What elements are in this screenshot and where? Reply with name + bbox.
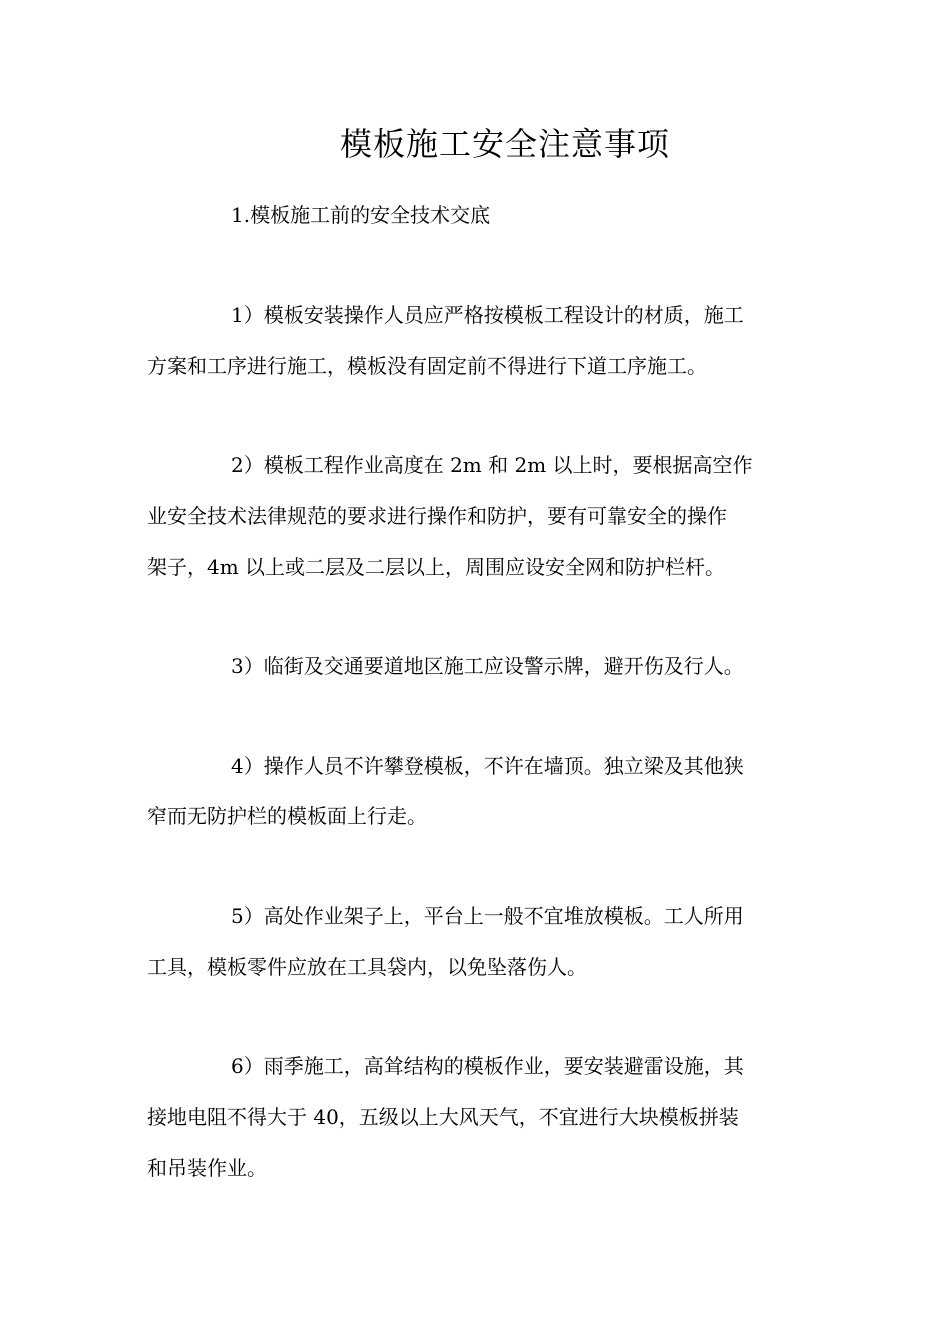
document-title: 模板施工安全注意事项	[339, 125, 670, 163]
paragraph-line: 6）雨季施工，高耸结构的模板作业，要安装避雷设施，其	[231, 1054, 744, 1078]
section-heading: 1.模板施工前的安全技术交底	[231, 203, 491, 227]
paragraph-line: 和吊装作业。	[147, 1156, 267, 1180]
paragraph-line: 3）临街及交通要道地区施工应设警示牌，避开伤及行人。	[231, 654, 744, 678]
paragraph-line: 工具，模板零件应放在工具袋内，以免坠落伤人。	[147, 955, 587, 979]
paragraph-line: 1）模板安装操作人员应严格按模板工程设计的材质，施工	[231, 303, 744, 327]
paragraph-line: 窄而无防护栏的模板面上行走。	[147, 804, 427, 828]
paragraph-line: 5）高处作业架子上，平台上一般不宜堆放模板。工人所用	[231, 904, 744, 928]
paragraph-line: 方案和工序进行施工，模板没有固定前不得进行下道工序施工。	[147, 354, 707, 378]
paragraph-line: 接地电阻不得大于 40，五级以上大风天气，不宜进行大块模板拼装	[147, 1105, 739, 1129]
paragraph-line: 2）模板工程作业高度在 2m 和 2m 以上时，要根据高空作	[231, 453, 753, 477]
paragraph-line: 4）操作人员不许攀登模板，不许在墙顶。独立梁及其他狭	[231, 754, 744, 778]
paragraph-line: 业安全技术法律规范的要求进行操作和防护，要有可靠安全的操作	[147, 504, 727, 528]
paragraph-line: 架子，4m 以上或二层及二层以上，周围应设安全网和防护栏杆。	[147, 555, 726, 579]
